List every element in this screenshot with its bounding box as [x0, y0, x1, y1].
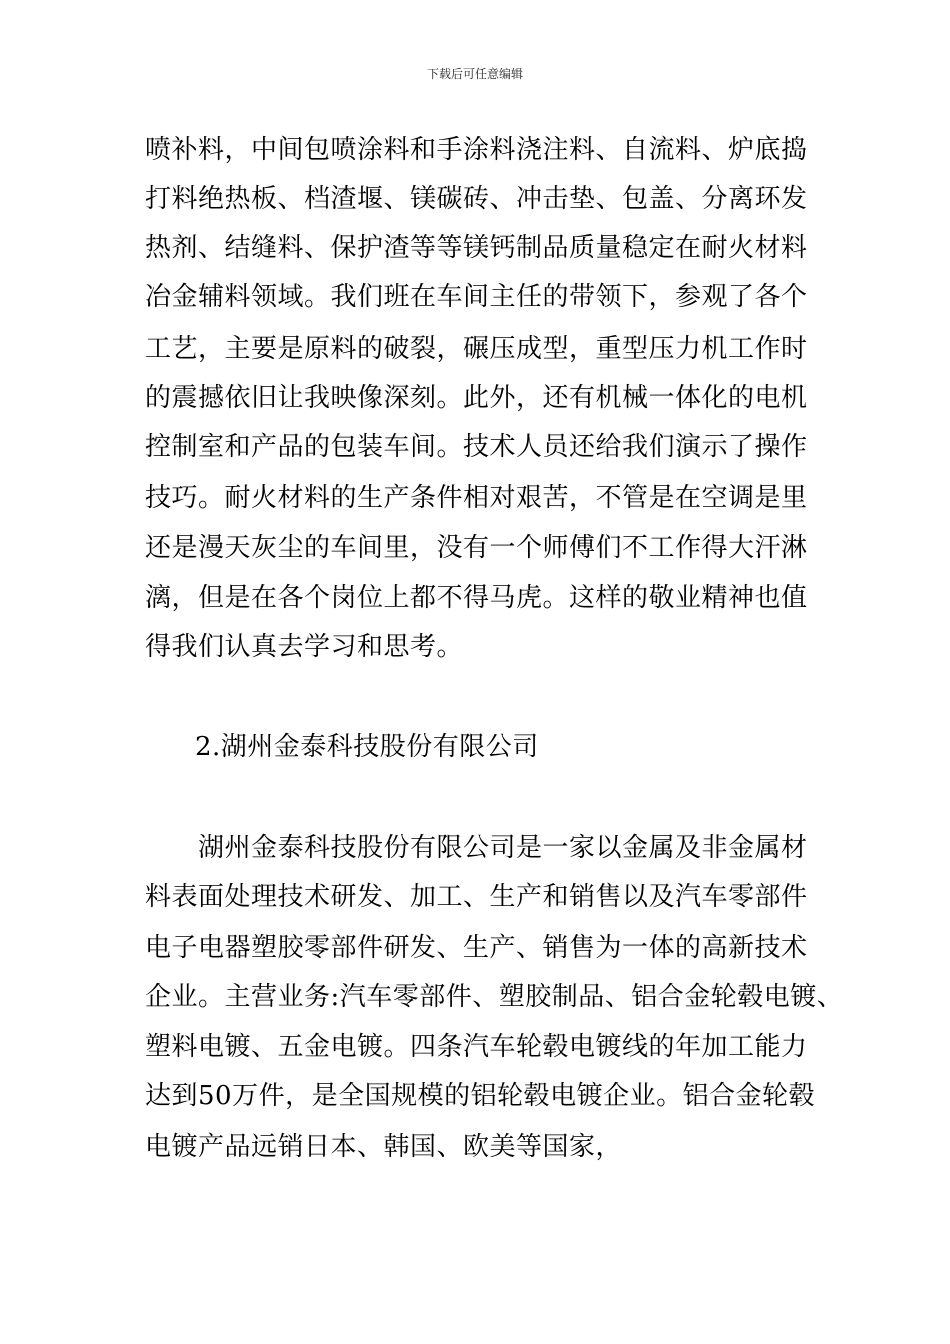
section-heading: 2.湖州金泰科技股份有限公司 — [195, 732, 539, 762]
text-line: 的震撼依旧让我映像深刻。此外，还有机械一体化的电机 — [145, 383, 808, 413]
text-line: 湖州金泰科技股份有限公司是一家以金属及非金属材 — [198, 833, 808, 863]
text-line: 达到50万件，是全国规模的铝轮毂电镀企业。铝合金轮毂 — [145, 1081, 816, 1111]
text-line: 漓，但是在各个岗位上都不得马虎。这样的敬业精神也值 — [145, 583, 808, 613]
text-line: 冶金辅料领域。我们班在车间主任的带领下，参观了各个 — [145, 282, 808, 312]
text-line: 还是漫天灰尘的车间里，没有一个师傅们不工作得大汗淋 — [145, 533, 808, 563]
text-line: 热剂、结缝料、保护渣等等镁钙制品质量稳定在耐火材料 — [145, 233, 808, 263]
text-line: 技巧。耐火材料的生产条件相对艰苦，不管是在空调是里 — [145, 483, 808, 513]
text-line: 得我们认真去学习和思考。 — [145, 632, 464, 662]
text-line: 电镀产品远销日本、韩国、欧美等国家， — [145, 1132, 623, 1162]
text-line: 料表面处理技术研发、加工、生产和销售以及汽车零部件 — [145, 882, 808, 912]
text-line: 企业。主营业务:汽车零部件、塑胶制品、铝合金轮毂电镀、 — [145, 982, 844, 1012]
text-line: 电子电器塑胶零部件研发、生产、销售为一体的高新技术 — [145, 933, 808, 963]
text-line: 工艺，主要是原料的破裂，碾压成型，重型压力机工作时 — [145, 334, 808, 364]
text-line: 控制室和产品的包装车间。技术人员还给我们演示了操作 — [145, 432, 808, 462]
text-line: 喷补料，中间包喷涂料和手涂料浇注料、自流料、炉底捣 — [145, 135, 808, 165]
text-line: 打料绝热板、档渣堰、镁碳砖、冲击垫、包盖、分离环发 — [145, 184, 808, 214]
page-header: 下载后可任意编辑 — [426, 67, 523, 81]
text-line: 塑料电镀、五金电镀。四条汽车轮毂电镀线的年加工能力 — [145, 1032, 808, 1062]
